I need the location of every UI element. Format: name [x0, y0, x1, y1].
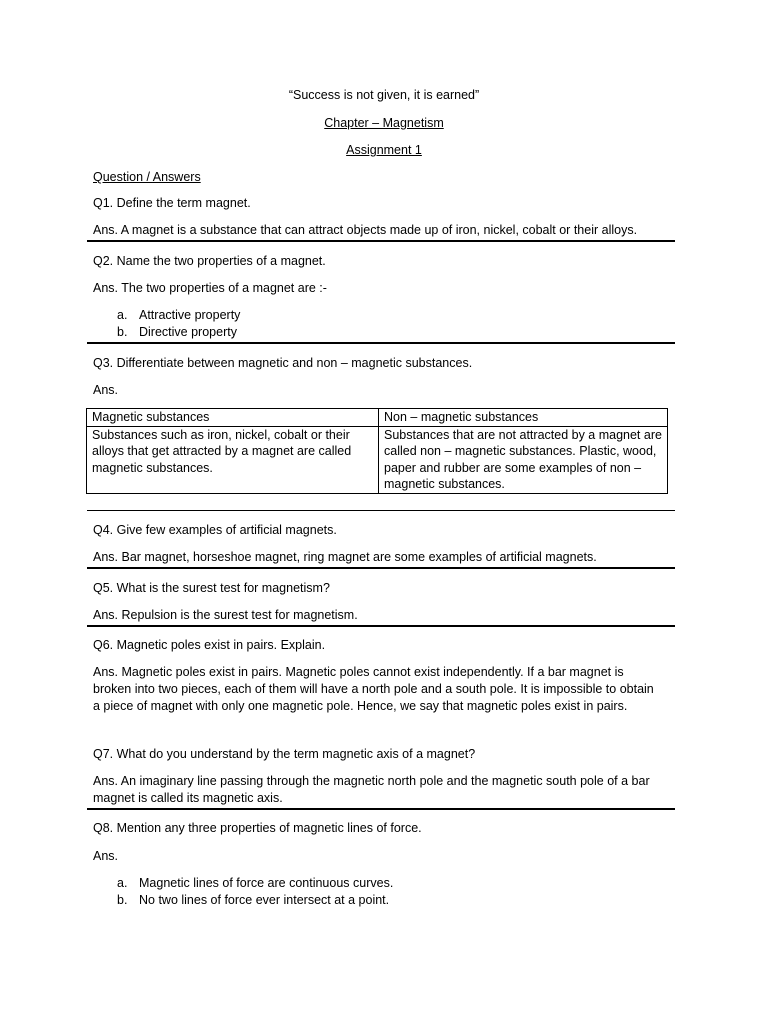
chapter-heading: Chapter – Magnetism	[324, 116, 444, 130]
list-marker: a.	[117, 308, 128, 322]
table-header-non-magnetic: Non – magnetic substances	[379, 409, 668, 427]
q4-answer: Ans. Bar magnet, horseshoe magnet, ring magnet are some examples of artificial magnets.	[93, 550, 597, 564]
list-text: Magnetic lines of force are continuous curves.	[139, 876, 394, 890]
list-text: Attractive property	[139, 308, 241, 322]
q1-answer: Ans. A magnet is a substance that can attract objects made up of iron, nickel, cobalt or their alloys.	[93, 223, 638, 237]
chapter-heading-wrap	[0, 115, 768, 132]
comparison-table	[86, 408, 668, 494]
table-header-magnetic: Magnetic substances	[87, 409, 379, 427]
list-item	[117, 875, 393, 892]
list-item	[117, 324, 237, 341]
section-title: Question / Answers	[93, 170, 201, 184]
separator-line	[87, 240, 675, 242]
quote-heading: “Success is not given, it is earned”	[288, 88, 480, 102]
q6-answer: Ans. Magnetic poles exist in pairs. Magnetic poles cannot exist independently. If a bar magnet is broken into two pieces, each of them will have a north pole and a south pole. It is impossible to obtain a piece of magnet with only one magnetic pole. Hence, we say that magnetic poles exist in pairs.	[93, 665, 654, 713]
list-marker: b.	[117, 325, 128, 339]
table-cell: Substances such as iron, nickel, cobalt or their alloys that get attracted by a magnet are called magnetic substances.	[87, 426, 379, 493]
list-text: Directive property	[139, 325, 237, 339]
list-text: No two lines of force ever intersect at a point.	[139, 893, 390, 907]
table-row	[87, 426, 668, 493]
table-cell: Substances that are not attracted by a magnet are called non – magnetic substances. Plastic, wood, paper and rubber are some examples of non – magnetic substances.	[379, 426, 668, 493]
q2-question: Q2. Name the two properties of a magnet.	[93, 254, 326, 268]
q5-question: Q5. What is the surest test for magnetism?	[93, 581, 330, 595]
q8-question: Q8. Mention any three properties of magnetic lines of force.	[93, 821, 422, 835]
q6-question: Q6. Magnetic poles exist in pairs. Explain.	[93, 638, 326, 652]
q7-question: Q7. What do you understand by the term magnetic axis of a magnet?	[93, 747, 476, 761]
q2-answer: Ans. The two properties of a magnet are :-	[93, 281, 327, 295]
q3-question: Q3. Differentiate between magnetic and non – magnetic substances.	[93, 356, 473, 370]
list-item	[117, 892, 389, 909]
separator-line	[87, 808, 675, 810]
table-header-row	[87, 409, 668, 427]
q8-answer: Ans.	[93, 849, 119, 863]
q1-question: Q1. Define the term magnet.	[93, 196, 251, 210]
q3-answer: Ans.	[93, 383, 119, 397]
assignment-heading: Assignment 1	[346, 143, 422, 157]
list-item	[117, 307, 240, 324]
list-marker: b.	[117, 893, 128, 907]
q7-answer: Ans. An imaginary line passing through the magnetic north pole and the magnetic south pole of a bar magnet is called its magnetic axis.	[93, 774, 650, 805]
q5-answer: Ans. Repulsion is the surest test for magnetism.	[93, 608, 358, 622]
separator-line	[87, 342, 675, 344]
list-marker: a.	[117, 876, 128, 890]
q4-question: Q4. Give few examples of artificial magnets.	[93, 523, 337, 537]
separator-line	[87, 625, 675, 627]
separator-line	[87, 567, 675, 569]
separator-line	[87, 510, 675, 511]
assignment-heading-wrap	[0, 142, 768, 159]
